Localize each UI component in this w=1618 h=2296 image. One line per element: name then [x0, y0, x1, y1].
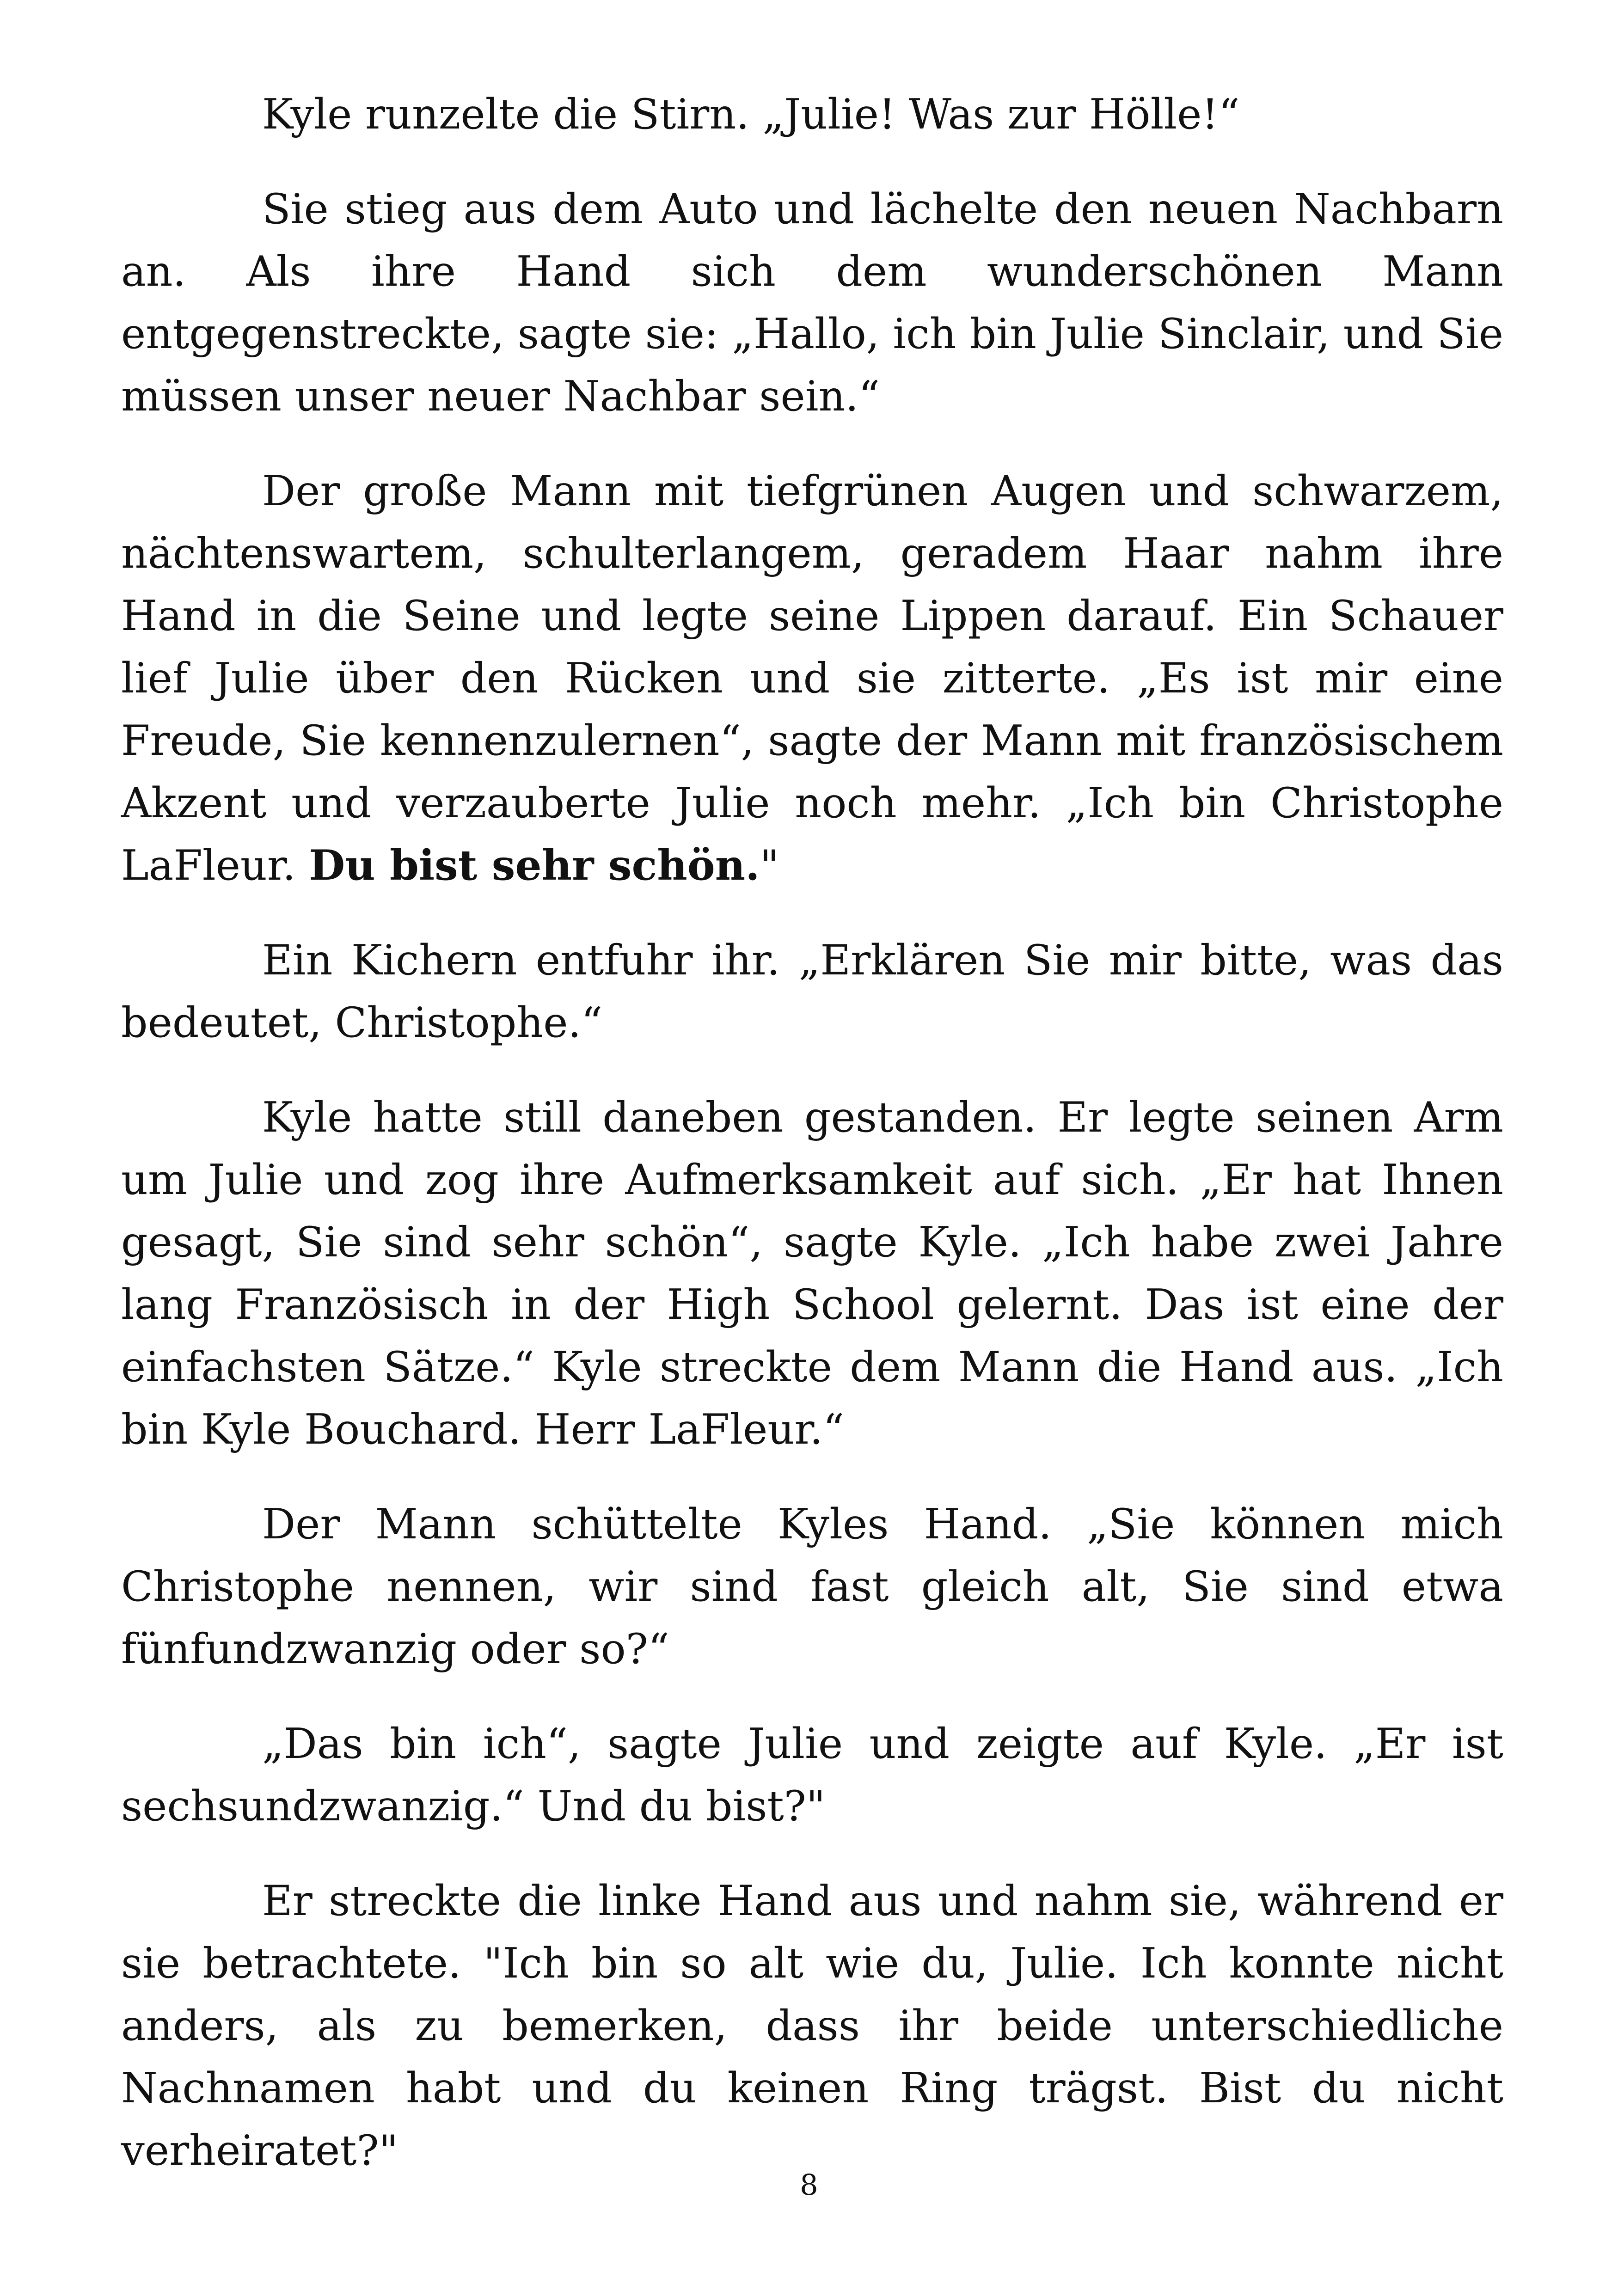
- paragraph-3-closing-quote: ": [760, 841, 779, 890]
- paragraph-8: [121, 1870, 1503, 2182]
- paragraph-1: [121, 83, 1503, 146]
- paragraph-7: [121, 1713, 1503, 1837]
- paragraph-4: [121, 929, 1503, 1054]
- page-number: 8: [800, 2168, 818, 2202]
- paragraph-2-text: Sie stieg aus dem Auto und lächelte den neuen Nachbarn an. Als ihre Hand sich dem wunderschönen Mann entgegenstreckte, sagte sie: „Hallo, ich bin Julie Sinclair, und Sie müssen unser neuer Nachbar sein.“: [121, 185, 1503, 421]
- paragraph-3-text: Der große Mann mit tiefgrünen Augen und schwarzem, nächtenswartem, schulterlangem, geradem Haar nahm ihre Hand in die Seine und legte seine Lippen darauf. Ein Schauer lief Julie über den Rücken und sie zitterte. „Es ist mir eine Freude, Sie kennenzulernen“, sagte der Mann mit französischem Akzent und verzauberte Julie noch mehr. „Ich bin Christophe LaFleur.: [121, 467, 1503, 890]
- paragraph-5-text: Kyle hatte still daneben gestanden. Er legte seinen Arm um Julie und zog ihre Aufmerksamkeit auf sich. „Er hat Ihnen gesagt, Sie sind sehr schön“, sagte Kyle. „Ich habe zwei Jahre lang Französisch in der High School gelernt. Das ist eine der einfachsten Sätze.“ Kyle streckte dem Mann die Hand aus. „Ich bin Kyle Bouchard. Herr LaFleur.“: [121, 1093, 1503, 1454]
- paragraph-7-text: „Das bin ich“, sagte Julie und zeigte auf Kyle. „Er ist sechsundzwanzig.“ Und du bist?": [121, 1720, 1503, 1831]
- paragraph-4-text: Ein Kichern entfuhr ihr. „Erklären Sie mir bitte, was das bedeutet, Christophe.“: [121, 936, 1503, 1047]
- paragraph-3-bold-text: Du bist sehr schön.: [309, 841, 760, 890]
- paragraph-2: [121, 178, 1503, 428]
- paragraph-5: [121, 1086, 1503, 1461]
- body-text: [121, 83, 1503, 2214]
- paragraph-6-text: Der Mann schüttelte Kyles Hand. „Sie können mich Christophe nennen, wir sind fast gleich alt, Sie sind etwa fünfundzwanzig oder so?“: [121, 1500, 1503, 1673]
- paragraph-3: [121, 460, 1503, 897]
- paragraph-8-text: Er streckte die linke Hand aus und nahm sie, während er sie betrachtete. "Ich bin so alt wie du, Julie. Ich konnte nicht anders, als zu bemerken, dass ihr beide unterschiedliche Nachnamen habt und du keinen Ring trägst. Bist du nicht verheiratet?": [121, 1877, 1503, 2175]
- paragraph-6: [121, 1493, 1503, 1680]
- paragraph-1-text: Kyle runzelte die Stirn. „Julie! Was zur Hölle!“: [262, 90, 1240, 139]
